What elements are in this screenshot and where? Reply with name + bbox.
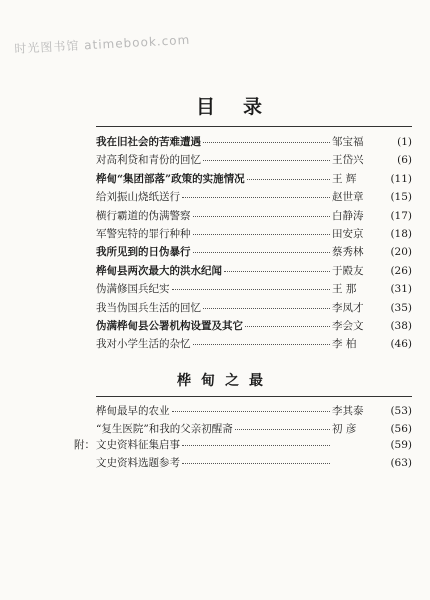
toc-entry[interactable] <box>96 300 412 317</box>
toc-leader-dots <box>182 197 330 198</box>
toc-entry[interactable] <box>96 208 412 225</box>
toc-entry-title: “复生医院”和我的父亲初醒斋 <box>96 422 233 435</box>
toc-leader-dots <box>193 344 330 345</box>
toc-entry[interactable] <box>96 455 412 472</box>
toc-entry-author: 初 彦 <box>332 422 357 435</box>
toc-entry-page: (1) <box>397 136 412 148</box>
toc-entry-author: 邹宝福 <box>332 136 364 148</box>
toc-entry-title: 给刘振山烧纸送行 <box>96 191 180 204</box>
toc-entry-author: 王岱兴 <box>332 154 364 167</box>
toc-entry-title: 桦甸县两次最大的洪水纪闻 <box>96 264 222 277</box>
toc-entry-title: 桦甸“集团部落”政策的实施情况 <box>96 172 245 185</box>
toc-entry-page: (59) <box>390 439 412 451</box>
toc-leader-dots <box>247 179 330 180</box>
toc-entry[interactable] <box>96 263 412 280</box>
toc-entry-title: 伪满修国兵纪实 <box>96 283 170 296</box>
toc-entry-author: 王 那 <box>332 283 357 296</box>
toc-entry-page: (38) <box>390 320 412 332</box>
toc-entry-title: 桦甸最早的农业 <box>96 405 170 417</box>
toc-entry-page: (15) <box>390 191 412 204</box>
top-rule <box>96 126 412 127</box>
toc-entry-title: 我当伪国兵生活的回忆 <box>96 301 201 314</box>
toc-entry-title: 我所见到的日伪暴行 <box>96 246 191 259</box>
toc-leader-dots <box>172 411 330 412</box>
toc-entry-title: 文史资料选题参考 <box>96 456 180 469</box>
toc-entry-author: 赵世章 <box>332 191 364 204</box>
toc-entry-author: 李其泰 <box>332 405 364 417</box>
toc-entry[interactable] <box>96 318 412 335</box>
toc-entry-title: 横行霸道的伪满警察 <box>96 209 191 222</box>
toc-entry-title: 我在旧社会的苦难遭遇 <box>96 136 201 148</box>
toc-entry[interactable] <box>96 226 412 243</box>
toc-leader-dots <box>193 252 330 253</box>
toc-entry[interactable] <box>96 437 412 454</box>
toc-entry-author: 李 柏 <box>332 338 357 351</box>
toc-entry-author: 李会文 <box>332 320 364 332</box>
toc-leader-dots <box>182 463 330 464</box>
toc-entry-author: 王 辉 <box>332 172 357 185</box>
toc-entry[interactable] <box>96 403 412 420</box>
toc-leader-dots <box>203 160 330 161</box>
toc-entry[interactable] <box>96 189 412 206</box>
toc-entry[interactable] <box>96 134 412 151</box>
toc-entry[interactable] <box>96 244 412 261</box>
toc-entry-page: (20) <box>390 246 412 259</box>
toc-entry-page: (35) <box>390 301 412 314</box>
toc-entry-author: 蔡秀林 <box>332 246 364 259</box>
toc-entry-page: (56) <box>390 422 412 435</box>
toc-entry-page: (31) <box>390 283 412 296</box>
toc-entry-page: (26) <box>390 264 412 277</box>
appendix-label: 附： <box>74 439 95 451</box>
toc-entry[interactable] <box>96 281 412 298</box>
toc-entry-author: 白静涛 <box>332 209 364 222</box>
section-rule <box>96 396 412 397</box>
toc-entry-title: 对高利贷和青份的回忆 <box>96 154 201 167</box>
toc-entry-page: (63) <box>390 456 412 469</box>
toc-entry-title: 我对小学生活的杂忆 <box>96 338 191 351</box>
watermark: 时光图书馆 atimebook.com <box>14 32 191 56</box>
toc-leader-dots <box>245 326 330 327</box>
toc-entry[interactable] <box>96 171 412 188</box>
toc-entry-author: 于殿友 <box>332 264 364 277</box>
toc-entry-page: (17) <box>390 209 412 222</box>
toc-entry[interactable] <box>96 336 412 353</box>
page-title: 目录 <box>195 96 290 118</box>
toc-leader-dots <box>193 216 330 217</box>
toc-entry[interactable] <box>96 152 412 169</box>
toc-entry-page: (18) <box>390 228 412 240</box>
toc-leader-dots <box>203 308 330 309</box>
section-title: 桦甸之最 <box>177 373 273 389</box>
toc-entry-page: (11) <box>390 172 412 185</box>
toc-leader-dots <box>172 289 330 290</box>
toc-entry-title: 文史资料征集启事 <box>96 439 180 451</box>
toc-entry-author: 田安京 <box>332 228 364 240</box>
toc-entry[interactable] <box>96 421 412 438</box>
toc-entry-page: (46) <box>390 338 412 351</box>
toc-entry-author: 李凤才 <box>332 301 364 314</box>
toc-leader-dots <box>224 271 330 272</box>
toc-entry-title: 伪满桦甸县公署机构设置及其它 <box>96 320 243 332</box>
toc-leader-dots <box>193 234 330 235</box>
toc-leader-dots <box>182 445 330 446</box>
toc-entry-title: 军警宪特的罪行种种 <box>96 228 191 240</box>
toc-leader-dots <box>203 142 330 143</box>
toc-entry-page: (53) <box>390 405 412 417</box>
toc-entry-page: (6) <box>397 154 412 167</box>
toc-leader-dots <box>235 429 330 430</box>
